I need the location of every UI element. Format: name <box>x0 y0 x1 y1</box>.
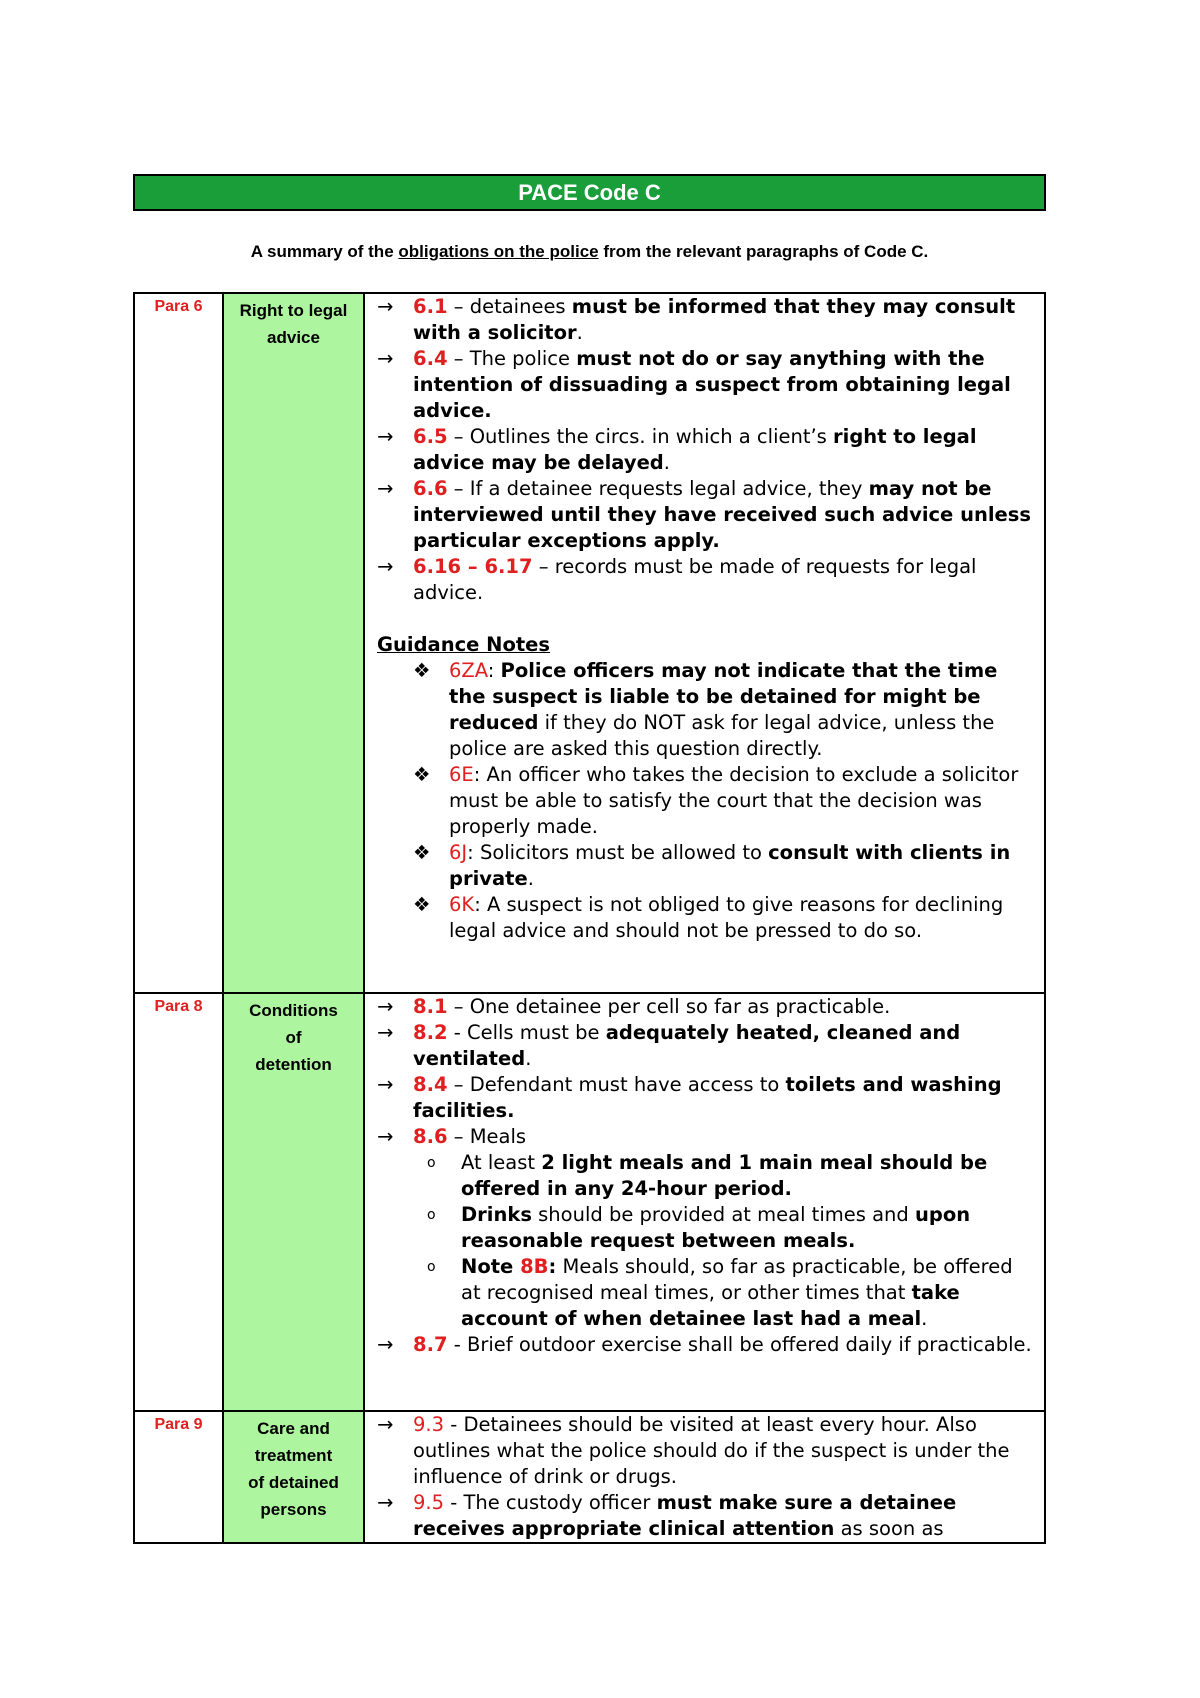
diamond-bullet-icon: ❖ <box>413 841 431 864</box>
para-label: Para 6 <box>134 293 223 993</box>
list-item: → 8.1 – One detainee per cell so far as practicable. <box>377 995 891 1018</box>
topic-label: treatment <box>254 1446 333 1465</box>
topic-label: Right to legal advice <box>239 301 348 347</box>
topic-cell <box>223 993 364 1411</box>
topic-label: detention <box>255 1055 332 1074</box>
arrow-icon: → <box>377 555 394 578</box>
content-cell <box>364 993 1045 1411</box>
list-item: → 9.5 - The custody officer must make sure a detainee receives appropriate clinical attention as soon as <box>377 1491 957 1540</box>
arrow-icon: → <box>377 1413 394 1436</box>
content-cell <box>364 1411 1045 1543</box>
list-item: o At least 2 light meals and 1 main meal should be offered in any 24-hour period. <box>427 1151 988 1200</box>
obligations-list <box>377 294 1034 606</box>
arrow-icon: → <box>377 1073 394 1096</box>
subtitle <box>133 242 1046 262</box>
meals-sublist <box>413 1150 1034 1332</box>
topic-label: Conditions <box>249 1001 338 1020</box>
topic-cell <box>223 293 364 993</box>
table-row-para-6 <box>134 293 1045 993</box>
list-item: → 6.16 – 6.17 – records must be made of requests for legal advice. <box>377 555 977 604</box>
subtitle-underlined: obligations on the police <box>398 242 599 261</box>
guidance-notes-list <box>377 658 1034 944</box>
subtitle-text: A summary of the <box>250 242 399 261</box>
topic-label: persons <box>260 1500 327 1519</box>
arrow-icon: → <box>377 1125 394 1148</box>
summary-table <box>133 292 1046 1544</box>
list-item: → 8.6 – Meals o At least 2 light meals and 1 main meal should be offered in any 24-hour period. o Drinks should be provided at meal times and upon reasonable request between meals. o Note 8B: Meals should, so far as practicable, be offered at recognised meal times, or other times that take account of when detainee last had a meal. <box>377 1124 1034 1332</box>
circle-bullet-icon: o <box>427 1207 436 1223</box>
topic-label: Care and <box>257 1419 330 1438</box>
para-label: Para 8 <box>134 993 223 1411</box>
subtitle-text-end: from the relevant paragraphs of Code C. <box>598 242 929 261</box>
list-item: ❖ 6ZA: Police officers may not indicate that the time the suspect is liable to be detained for might be reduced if they do NOT ask for legal advice, unless the police are asked this question directly. <box>413 659 998 760</box>
list-item: o Drinks should be provided at meal times and upon reasonable request between meals. <box>427 1203 971 1252</box>
arrow-icon: → <box>377 1491 394 1514</box>
para-label: Para 9 <box>134 1411 223 1543</box>
diamond-bullet-icon: ❖ <box>413 763 431 786</box>
topic-label: of detained <box>248 1473 339 1492</box>
obligations-list <box>377 1412 1034 1542</box>
page-title: PACE Code C <box>133 174 1046 211</box>
list-item: → 9.3 - Detainees should be visited at least every hour. Also outlines what the police should do if the suspect is under the influence of drink or drugs. <box>377 1413 1010 1488</box>
diamond-bullet-icon: ❖ <box>413 659 431 682</box>
list-item: ❖ 6K: A suspect is not obliged to give reasons for declining legal advice and should not be pressed to do so. <box>413 893 1004 942</box>
list-item: ❖ 6J: Solicitors must be allowed to consult with clients in private. <box>413 841 1011 890</box>
content-cell <box>364 293 1045 993</box>
circle-bullet-icon: o <box>427 1155 436 1171</box>
list-item: → 8.7 - Brief outdoor exercise shall be offered daily if practicable. <box>377 1333 1032 1356</box>
arrow-icon: → <box>377 425 394 448</box>
list-item: ❖ 6E: An officer who takes the decision to exclude a solicitor must be able to satisfy the court that the decision was properly made. <box>413 763 1019 838</box>
arrow-icon: → <box>377 995 394 1018</box>
topic-label: of <box>285 1028 302 1047</box>
topic-cell <box>223 1411 364 1543</box>
arrow-icon: → <box>377 477 394 500</box>
list-item: → 6.4 – The police must not do or say anything with the intention of dissuading a suspect from obtaining legal advice. <box>377 347 1011 422</box>
arrow-icon: → <box>377 295 394 318</box>
table-row-para-9 <box>134 1411 1045 1543</box>
list-item: → 6.6 – If a detainee requests legal advice, they may not be interviewed until they have received such advice unless particular exceptions apply. <box>377 477 1031 552</box>
arrow-icon: → <box>377 1021 394 1044</box>
list-item: → 6.5 – Outlines the circs. in which a client’s right to legal advice may be delayed. <box>377 425 977 474</box>
list-item: → 8.2 - Cells must be adequately heated, cleaned and ventilated. <box>377 1021 961 1070</box>
diamond-bullet-icon: ❖ <box>413 893 431 916</box>
list-item: o Note 8B: Meals should, so far as practicable, be offered at recognised meal times, or other times that take account of when detainee last had a meal. <box>427 1255 1013 1330</box>
list-item: → 8.4 – Defendant must have access to toilets and washing facilities. <box>377 1073 1002 1122</box>
arrow-icon: → <box>377 1333 394 1356</box>
table-row-para-8 <box>134 993 1045 1411</box>
circle-bullet-icon: o <box>427 1259 436 1275</box>
arrow-icon: → <box>377 347 394 370</box>
guidance-notes-heading: Guidance Notes <box>377 633 551 656</box>
obligations-list <box>377 994 1034 1358</box>
list-item: → 6.1 – detainees must be informed that they may consult with a solicitor. <box>377 295 1016 344</box>
